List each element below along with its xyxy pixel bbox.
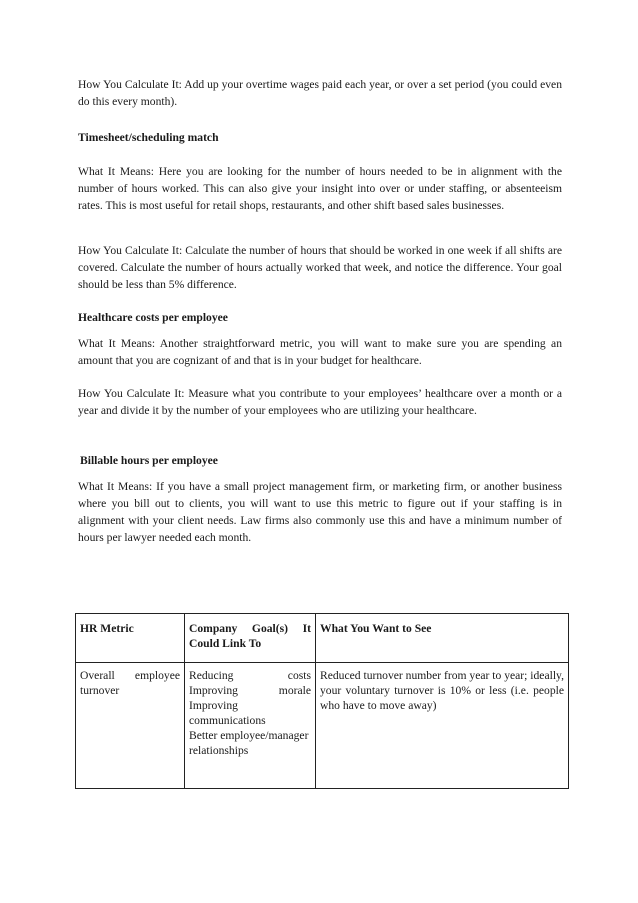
healthcare-meaning-paragraph: What It Means: Another straightforward metric, you will want to make sure you are spending an amount that you are cognizant of and that is in your budget for healthcare. — [78, 337, 562, 367]
billable-heading: Billable hours per employee — [80, 454, 218, 467]
header-hr-metric: HR Metric — [76, 614, 185, 663]
timesheet-heading: Timesheet/scheduling match — [78, 131, 219, 144]
timesheet-calculation-paragraph: How You Calculate It: Calculate the number of hours that should be worked in one week if all shifts are covered. Calculate the number of hours actually worked that week, and notice the difference. Your goal should be less than 5% difference. — [78, 244, 562, 291]
table-row — [76, 663, 569, 789]
table-header-row — [76, 614, 569, 663]
hr-metrics-table — [75, 613, 569, 789]
goal-item: Better employee/manager relationships — [189, 729, 309, 757]
header-what-you-want: What You Want to See — [316, 614, 569, 663]
billable-meaning-paragraph: What It Means: If you have a small project management firm, or marketing firm, or another business where you bill out to clients, you will want to use this metric to figure out if your staffing is in alignment with your client needs. Law firms also commonly use this and have a minimum number of hours per lawyer needed each month. — [78, 480, 562, 544]
goal-item: Reducing costs — [189, 669, 311, 682]
healthcare-calculation-paragraph: How You Calculate It: Measure what you contribute to your employees’ healthcare over a month or a year and divide it by the number of your employees who are utilizing your healthcare. — [78, 387, 562, 417]
metric-cell: Overall employee turnover — [76, 663, 185, 789]
goals-cell — [185, 663, 316, 789]
overtime-calculation-paragraph: How You Calculate It: Add up your overtime wages paid each year, or over a set period (you could even do this every month). — [78, 78, 562, 108]
goal-item: Improving communications — [189, 699, 266, 727]
healthcare-heading: Healthcare costs per employee — [78, 311, 228, 324]
want-cell: Reduced turnover number from year to year; ideally, your voluntary turnover is 10% or less (i.e. people who have to move away) — [316, 663, 569, 789]
goal-item: Improving morale — [189, 684, 311, 697]
timesheet-meaning-paragraph: What It Means: Here you are looking for the number of hours needed to be in alignment with the number of hours worked. This can also give your insight into over or under staffing, or absenteeism rates. This is most useful for retail shops, restaurants, and other shift based sales businesses. — [78, 165, 562, 212]
header-company-goals: Company Goal(s) It Could Link To — [185, 614, 316, 663]
